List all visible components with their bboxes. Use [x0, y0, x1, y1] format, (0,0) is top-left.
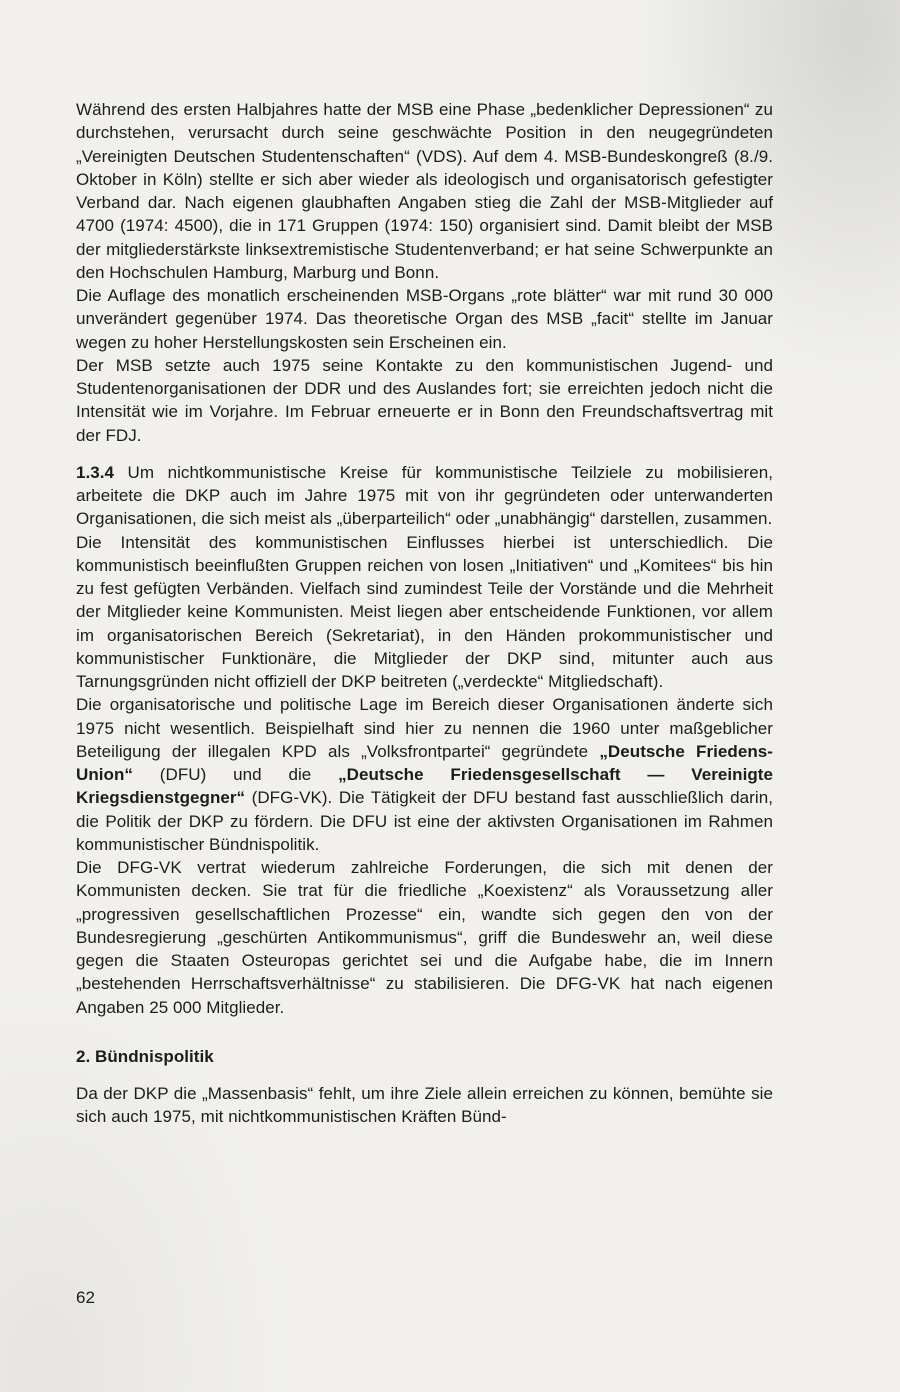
paragraph-influence: Die Intensität des kommunistischen Einflusses hierbei ist unterschiedlich. Die kommunistisch beeinflußten Gruppen reichen von losen „Initiativen“ und „Komitees“ bis hin zu fest gefügten Verbänden. Vielfach sind zumindest Teile der Vorstände und die Mehrheit der Mitglieder keine Kommunisten. Meist liegen aber entscheidende Funktionen, vor allem im organisatorischen Bereich (Sekretariat), in den Händen prokommunistischer und kommunistischer Funktionäre, die Mitglieder der DKP sind, mitunter auch aus Tarnungsgründen nicht offiziell der DKP beitreten („verdeckte“ Mitgliedschaft). [76, 532, 773, 691]
paragraph-organisations [76, 693, 773, 856]
page-number: 62 [76, 1288, 95, 1307]
orgs-part-2: (DFU) und die [132, 765, 339, 784]
paragraph-section-1-3-4 [76, 461, 773, 531]
org-dfu-name: „Deutsche Friedens-Union“ [76, 741, 773, 784]
section-number: 1.3.4 [76, 462, 115, 482]
orgs-part-1: Die organisatorische und politische Lage im Bereich dieser Organisationen änderte sich 1975 nicht wesentlich. Beispielhaft sind hier zu nennen die 1960 unter maßgeblicher Beteiligung der illegalen KPD als „Volksfrontpartei“ gegründete [76, 695, 773, 761]
paragraph-msb-depression: Während des ersten Halbjahres hatte der MSB eine Phase „bedenklicher Depressionen“ zu durchstehen, verursacht durch seine geschwächte Position in den neugegründeten „Vereinigten Deutschen Studentenschaften“ (VDS). Auf dem 4. MSB-Bundeskongreß (8./9. Oktober in Köln) stellte er sich aber wieder als ideologisch und organisatorisch gefestigter Verband dar. Nach eigenen glaubhaften Angaben stieg die Zahl der MSB-Mitglieder auf 4700 (1974: 4500), die in 171 Gruppen (1974: 150) organisiert sind. Damit bleibt der MSB der mitgliederstärkste linksextremistische Studentenverband; er hat seine Schwerpunkte an den Hochschulen Hamburg, Marburg und Bonn. [76, 100, 773, 282]
org-dfgvk-name: „Deutsche Friedensgesellschaft — Vereinigte Kriegsdienstgegner“ [76, 765, 773, 808]
section-text: Um nichtkommunistische Kreise für kommunistische Teilziele zu mobilisieren, arbeitete die DKP auch im Jahre 1975 mit von ihr gegründeten oder unterwanderten Organisationen, die sich meist als „überparteilich“ oder „unabhängig“ darstellen, zusammen. [76, 462, 773, 529]
paragraph-msb-contacts: Der MSB setzte auch 1975 seine Kontakte zu den kommunistischen Jugend- und Studentenorganisationen der DDR und des Auslandes fort; sie erreichten jedoch nicht die Intensität wie im Vorjahre. Im Februar erneuerte er in Bonn den Freundschaftsvertrag mit der FDJ. [76, 355, 773, 445]
paragraph-dfgvk: Die DFG-VK vertrat wiederum zahlreiche Forderungen, die sich mit denen der Kommunisten decken. Sie trat für die friedliche „Koexistenz“ als Voraussetzung aller „progressiven gesellschaftlichen Prozesse“ ein, wandte sich gegen den von der Bundesregierung „geschürten Antikommunismus“, griff die Bundeswehr an, weil diese gegen die Staaten Osteuropas gerichtet sei und die Aufgabe habe, die im Innern „bestehenden Herrschaftsverhältnisse“ zu stabilisieren. Die DFG-VK hat nach eigenen Angaben 25 000 Mitglieder. [76, 858, 773, 1017]
orgs-part-3: (DFG-VK). Die Tätigkeit der DFU bestand fast ausschließlich darin, die Politik der DKP zu fördern. Die DFU ist eine der aktivsten Organisationen im Rahmen kommunistischer Bündnispolitik. [76, 788, 773, 854]
paragraph-massenbasis: Da der DKP die „Massenbasis“ fehlt, um ihre Ziele allein erreichen zu können, bemühte sie sich auch 1975, mit nichtkommunistischen Kräften Bünd- [76, 1084, 773, 1127]
body-text [76, 98, 773, 1129]
section-heading-buendnispolitik: 2. Bündnispolitik [76, 1046, 214, 1066]
paragraph-rote-blaetter: Die Auflage des monatlich erscheinenden MSB-Organs „rote blätter“ war mit rund 30 000 unverändert gegenüber 1974. Das theoretische Organ des MSB „facit“ stellte im Januar wegen zu hoher Herstellungskosten sein Erscheinen ein. [76, 286, 773, 352]
